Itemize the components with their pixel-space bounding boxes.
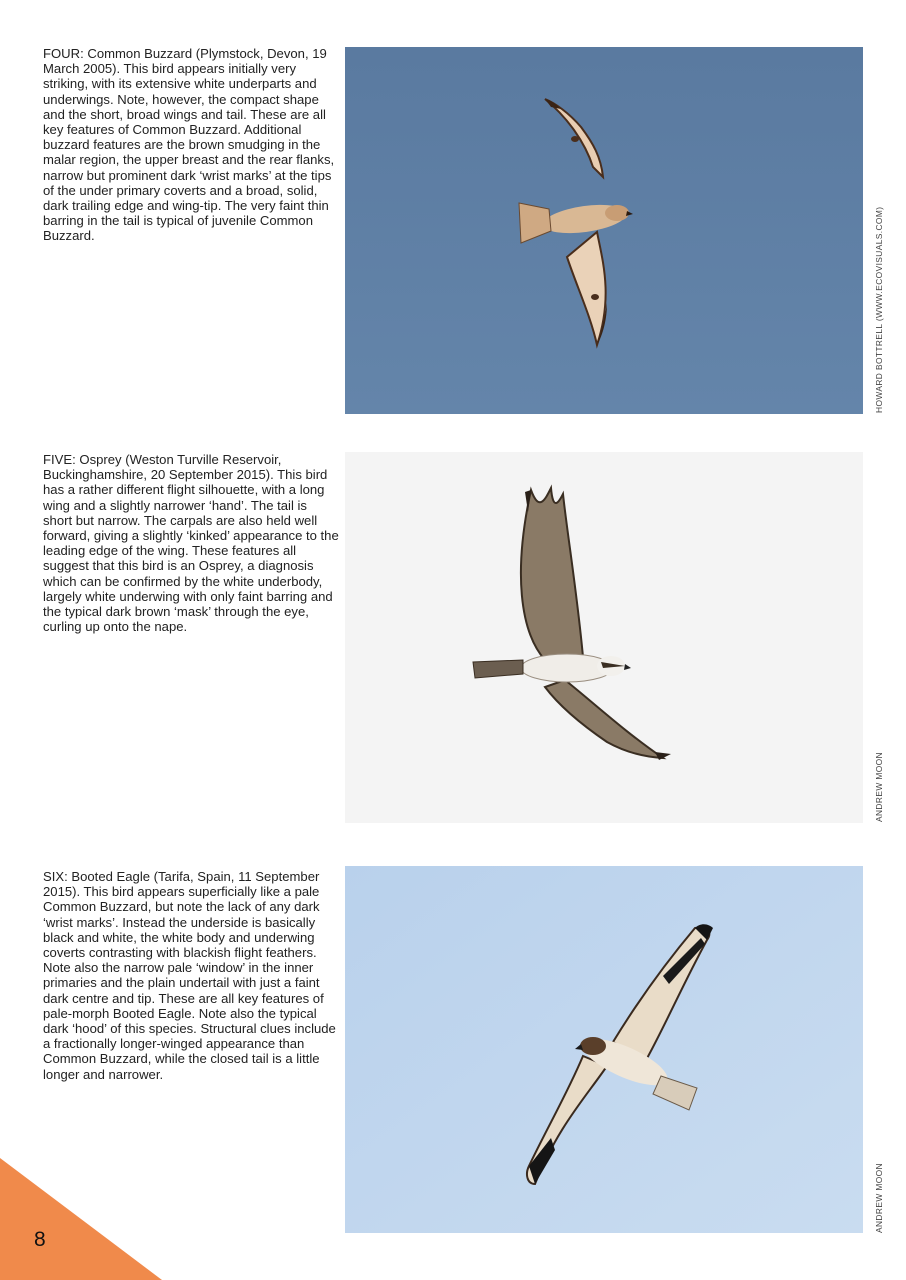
caption-osprey: FIVE: Osprey (Weston Turville Reservoir, Buckinghamshire, 20 September 2015). This bird has a rather different flight silhouette, with a long wing and a slightly narrower ‘hand’. The tail is short but narrow. The carpals are also held well forward, giving a slightly ‘kinked’ appearance to the leading edge of the wing. These features all suggest that this bird is an Osprey, a diagnosis which can be confirmed by the white underbody, largely white underwing with only faint barring and the typical dark brown ‘mask’ through the eye, curling up onto the nape. (43, 452, 339, 635)
page-number: 8 (34, 1228, 46, 1251)
orange-corner-triangle (0, 1158, 162, 1280)
booted-eagle-image (345, 866, 863, 1233)
osprey-image (345, 452, 863, 823)
photo-common-buzzard (345, 47, 863, 414)
credit-andrew-moon-booted-eagle: ANDREW MOON (874, 1162, 884, 1233)
credit-andrew-moon-osprey: ANDREW MOON (874, 751, 884, 822)
caption-booted-eagle: SIX: Booted Eagle (Tarifa, Spain, 11 September 2015). This bird appears superficially like a pale Common Buzzard, but note the lack of any dark ‘wrist marks’. Instead the underside is basically black and white, the white body and underwing coverts contrasting with blackish flight feathers. Note also the narrow pale ‘window’ in the inner primaries and the plain undertail with just a faint dark centre and tip. These are all key features of pale-morph Booted Eagle. Note also the typical dark ‘hood’ of this species. Structural clues include a fractionally longer-winged appearance than Common Buzzard, while the closed tail is a little longer and narrower. (43, 869, 336, 1082)
photo-osprey (345, 452, 863, 823)
credit-howard-bottrell: HOWARD BOTTRELL (WWW.ECOVISUALS.COM) (874, 206, 884, 413)
caption-common-buzzard: FOUR: Common Buzzard (Plymstock, Devon, 19 March 2005). This bird appears initially very striking, with its extensive white underparts and underwings. Note, however, the compact shape and the short, broad wings and tail. These are all key features of Common Buzzard. Additional buzzard features are the brown smudging in the malar region, the upper breast and the rear flanks, narrow but prominent dark ‘wrist marks’ at the tips of the under primary coverts and a broad, solid, dark trailing edge and wing-tip. The very faint thin barring in the tail is typical of juvenile Common Buzzard. (43, 46, 335, 244)
common-buzzard-image (345, 47, 863, 414)
photo-booted-eagle (345, 866, 863, 1233)
